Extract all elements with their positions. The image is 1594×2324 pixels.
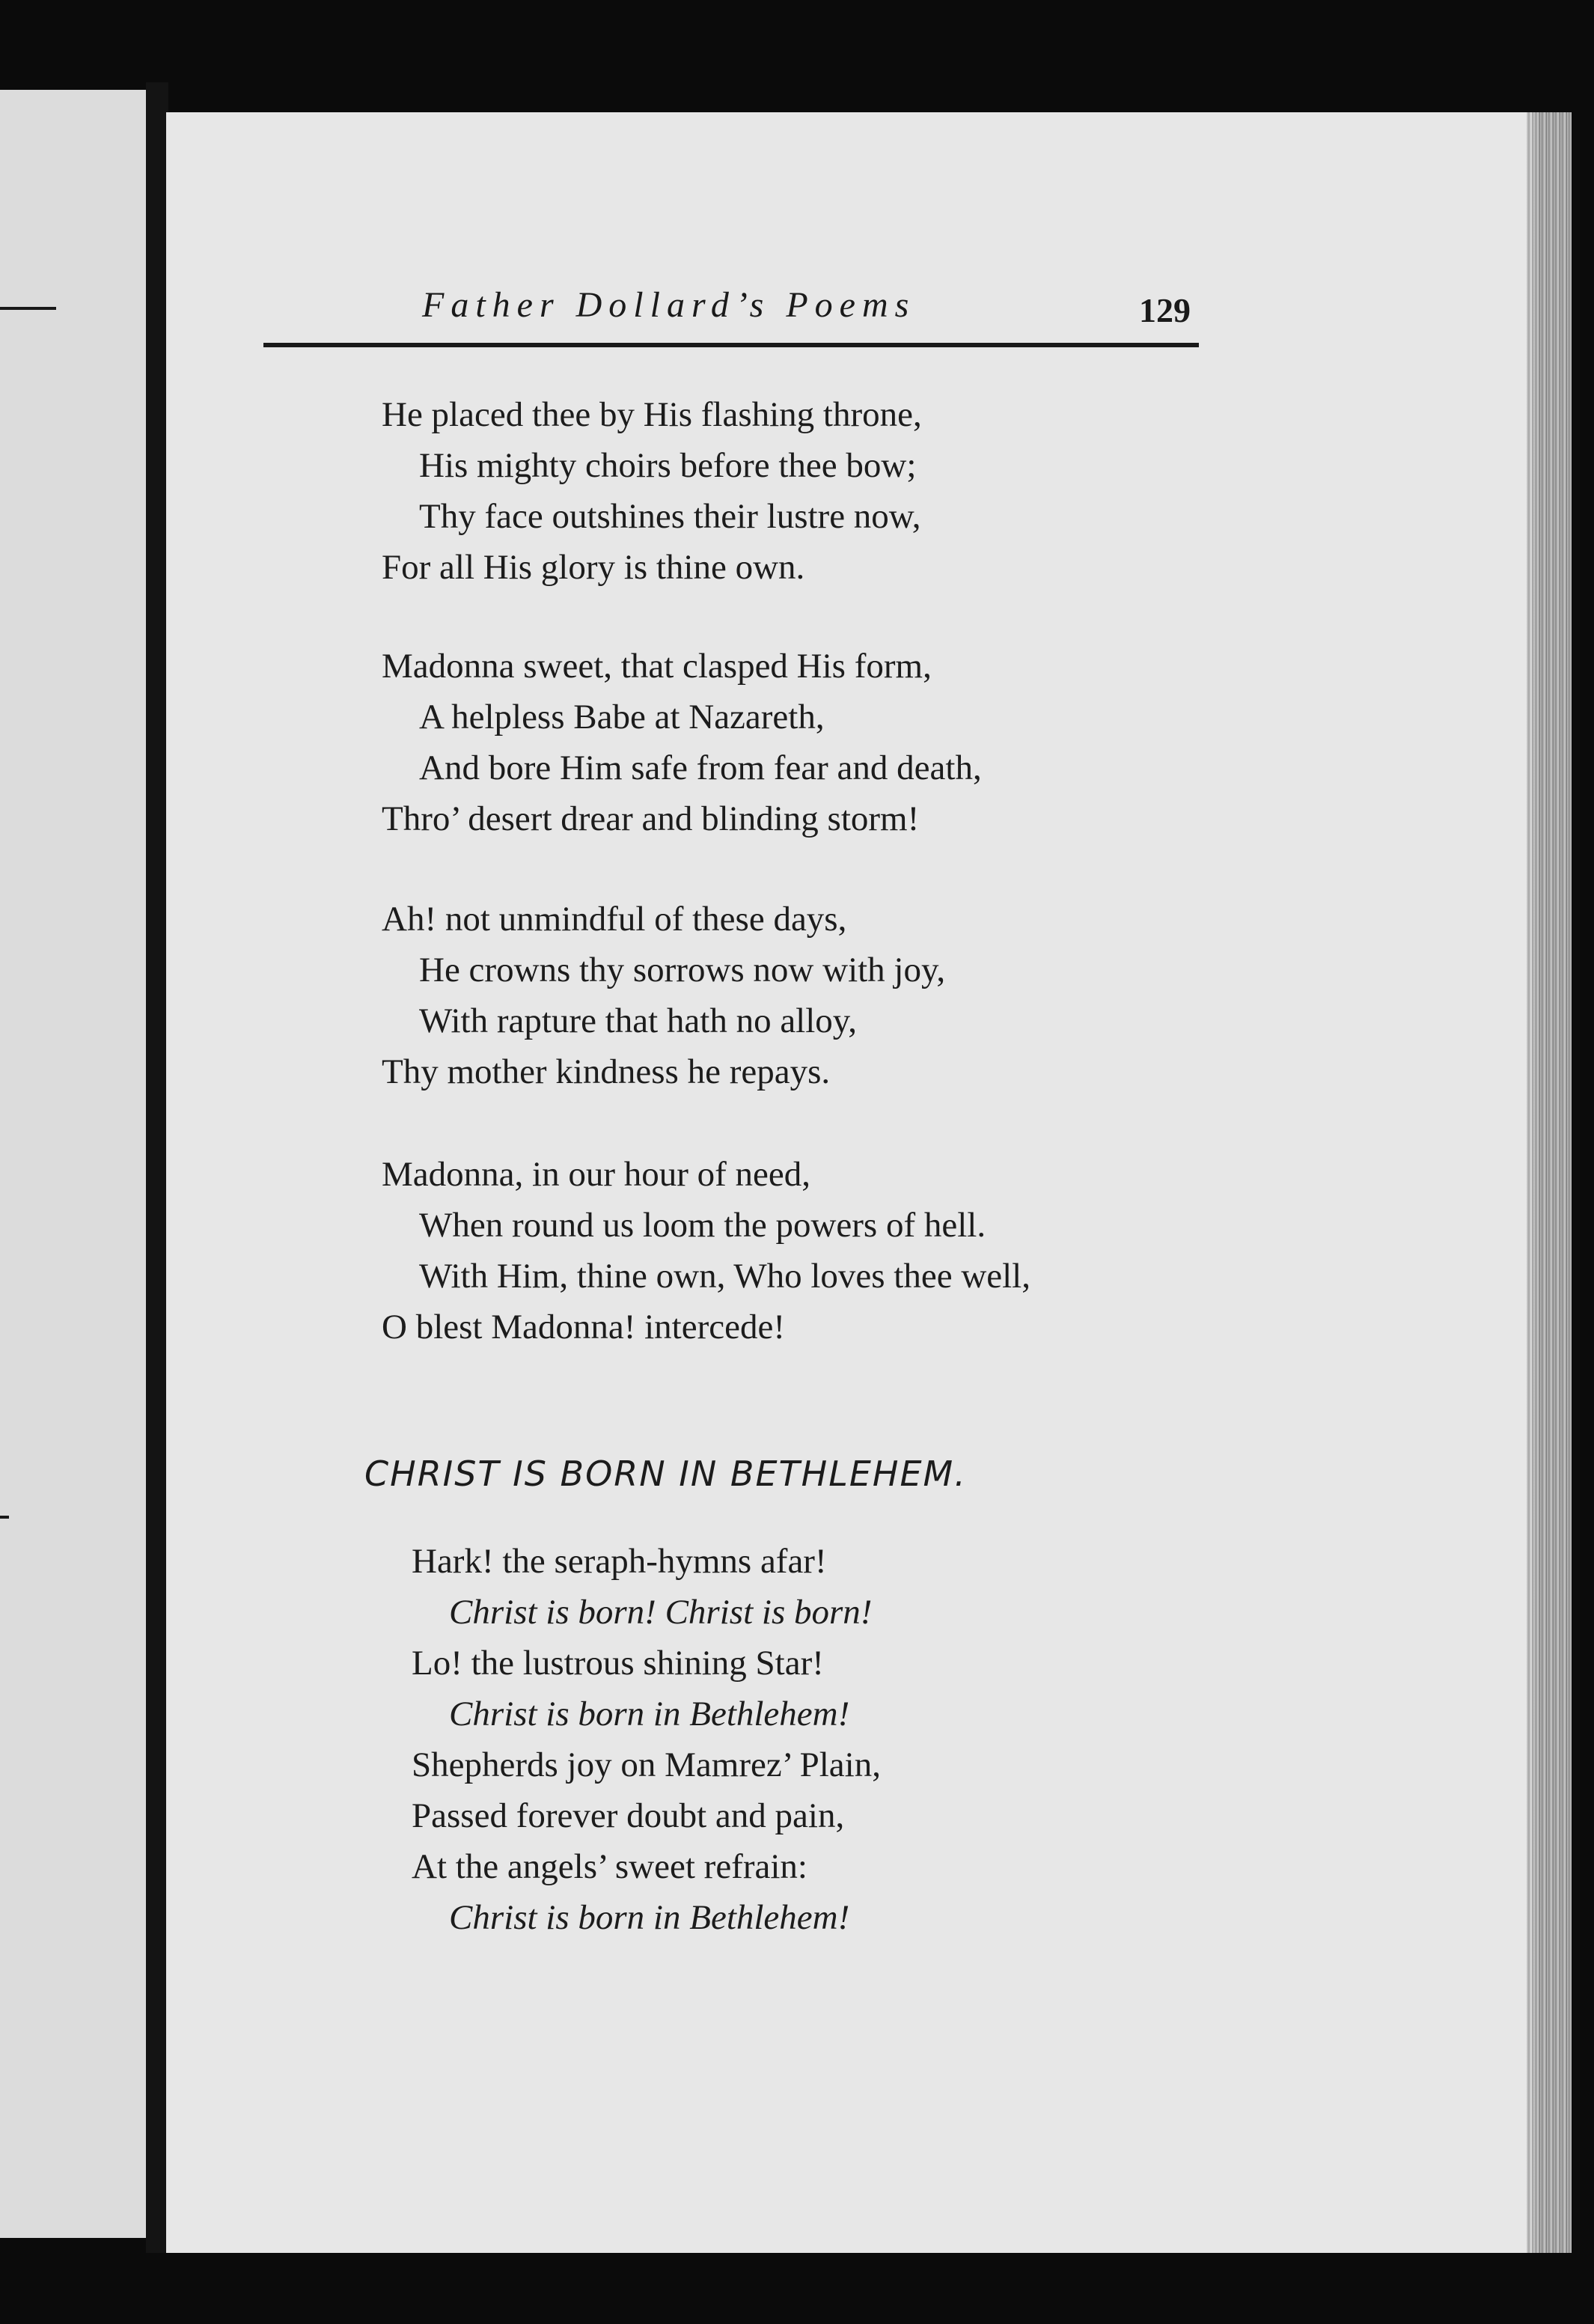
stanza-1 [382, 389, 1280, 593]
poem-line: Thy face outshines their lustre now, [419, 497, 921, 536]
poem-title: CHRIST IS BORN IN BETHLEHEM. [364, 1454, 967, 1494]
poem-line: When round us loom the powers of hell. [419, 1206, 986, 1245]
poem-line: Shepherds joy on Mamrez’ Plain, [412, 1745, 881, 1784]
poem-line: Thro’ desert drear and blinding storm! [382, 799, 920, 838]
poem-line: Thy mother kindness he repays. [382, 1052, 831, 1091]
poem-refrain: Christ is born in Bethlehem! [449, 1695, 850, 1733]
header-rule [263, 343, 1199, 347]
poem-line: Lo! the lustrous shining Star! [412, 1644, 824, 1683]
poem-line: With rapture that hath no alloy, [419, 1001, 857, 1040]
poem-refrain: Christ is born! Christ is born! [449, 1593, 873, 1632]
page-fore-edge [1527, 112, 1572, 2253]
stanza-3 [382, 894, 1280, 1097]
poem-line: Ah! not unmindful of these days, [382, 900, 847, 939]
poem-line: And bore Him safe from fear and death, [419, 748, 982, 787]
poem-line: Passed forever doubt and pain, [412, 1796, 845, 1835]
book-gutter [146, 82, 168, 2253]
facing-page-edge [0, 90, 153, 2238]
page-number: 129 [1139, 291, 1191, 329]
poem-line: With Him, thine own, Who loves thee well, [419, 1257, 1030, 1296]
poem-refrain: Christ is born in Bethlehem! [449, 1898, 850, 1937]
facing-page-mark [0, 1516, 9, 1519]
poem-line: He crowns thy sorrows now with joy, [419, 951, 946, 989]
poem-christ-is-born [412, 1536, 1310, 1943]
stanza-4 [382, 1149, 1280, 1352]
poem-line: His mighty choirs before thee bow; [419, 446, 917, 485]
poem-line: Madonna, in our hour of need, [382, 1155, 810, 1194]
poem-line: At the angels’ sweet refrain: [412, 1847, 807, 1886]
running-title: Father Dollard’s Poems [422, 285, 916, 325]
poem-line: For all His glory is thine own. [382, 548, 805, 587]
poem-line: Madonna sweet, that clasped His form, [382, 647, 932, 686]
poem-line: Hark! the seraph-hymns afar! [412, 1542, 827, 1581]
stanza-2 [382, 641, 1280, 844]
poem-line: A helpless Babe at Nazareth, [419, 698, 825, 736]
poem-line: He placed thee by His flashing throne, [382, 395, 922, 434]
poem-line: O blest Madonna! intercede! [382, 1308, 785, 1346]
facing-page-rule [0, 307, 56, 310]
